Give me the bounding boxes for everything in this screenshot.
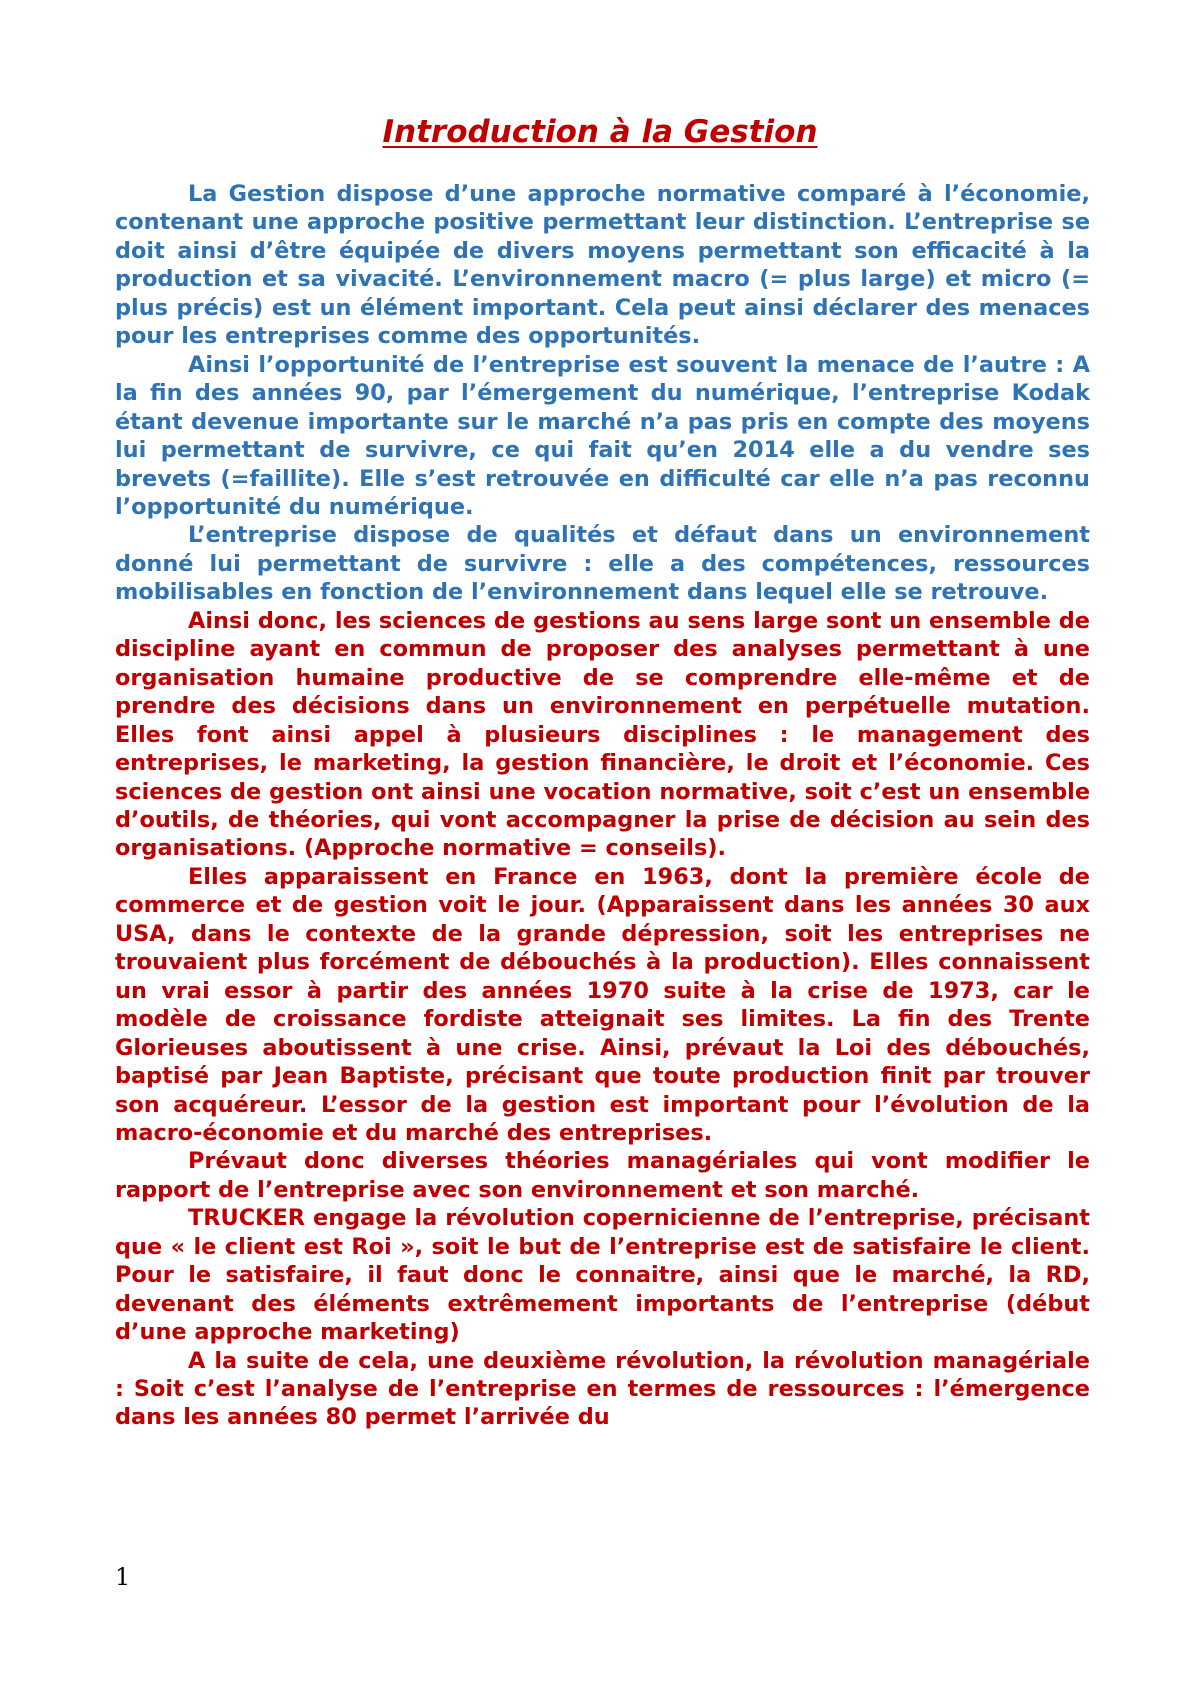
paragraph-4: Ainsi donc, les sciences de gestions au sens large sont un ensemble de discipline ayant en commun de proposer des analyses permettant à une organisation humaine productive de se comprendre elle-même et de prendre des décisions dans un environnement en perpétuelle mutation. Elles font ainsi appel à plusieurs disciplines : le management des entreprises, le marketing, la gestion financière, le droit et l’économie. Ces sciences de gestion ont ainsi une vocation normative, soit c’est un ensemble d’outils, de théories, qui vont accompagner la prise de décision au sein des organisations. (Approche normative = conseils). xyxy=(115,607,1090,862)
paragraph-6: Prévaut donc diverses théories managériales qui vont modifier le rapport de l’entreprise avec son environnement et son marché. xyxy=(115,1148,1090,1203)
paragraph-1: La Gestion dispose d’une approche normative comparé à l’économie, contenant une approche positive permettant leur distinction. L’entreprise se doit ainsi d’être équipée de divers moyens permettant son efficacité à la production et sa vivacité. L’environnement macro (= plus large) et micro (= plus précis) est un élément important. Cela peut ainsi déclarer des menaces pour les entreprises comme des opportunités. xyxy=(115,181,1090,350)
paragraph-2: Ainsi l’opportunité de l’entreprise est souvent la menace de l’autre : A la fin des années 90, par l’émergement du numérique, l’entreprise Kodak étant devenue importante sur le marché n’a pas pris en compte des moyens lui permettant de survivre, ce qui fait qu’en 2014 elle a du vendre ses brevets (=faillite). Elle s’est retrouvée en difficulté car elle n’a pas reconnu l’opportunité du numérique. xyxy=(115,351,1090,520)
paragraph-3: L’entreprise dispose de qualités et défaut dans un environnement donné lui permettant de survivre : elle a des compétences, ressources mobilisables en fonction de l’environnement dans lequel elle se retrouve. xyxy=(115,522,1090,606)
paragraph-7: TRUCKER engage la révolution copernicienne de l’entreprise, précisant que « le client est Roi », soit le but de l’entreprise est de satisfaire le client. Pour le satisfaire, il faut donc le connaitre, ainsi que le marché, la RD, devenant des éléments extrêmement importants de l’entreprise (début d’une approche marketing) xyxy=(115,1205,1090,1346)
paragraph-8: A la suite de cela, une deuxième révolution, la révolution managériale : Soit c’est l’analyse de l’entreprise en termes de ressources : l’émergence dans les années 80 permet l’arrivée du xyxy=(115,1347,1090,1431)
paragraph-5: Elles apparaissent en France en 1963, dont la première école de commerce et de gestion voit le jour. (Apparaissent dans les années 30 aux USA, dans le contexte de la grande dépression, soit les entreprises ne trouvaient plus forcément de débouchés à la production). Elles connaissent un vrai essor à partir des années 1970 suite à la crise de 1973, car le modèle de croissance fordiste atteignait ses limites. La fin des Trente Glorieuses aboutissent à une crise. Ainsi, prévaut la Loi des débouchés, baptisé par Jean Baptiste, précisant que toute production finit par trouver son acquéreur. L’essor de la gestion est important pour l’évolution de la macro-économie et du marché des entreprises. xyxy=(115,863,1090,1146)
page-number: 1 xyxy=(115,1563,131,1591)
document-title: Introduction à la Gestion xyxy=(382,114,818,150)
document-body xyxy=(115,180,1090,1432)
